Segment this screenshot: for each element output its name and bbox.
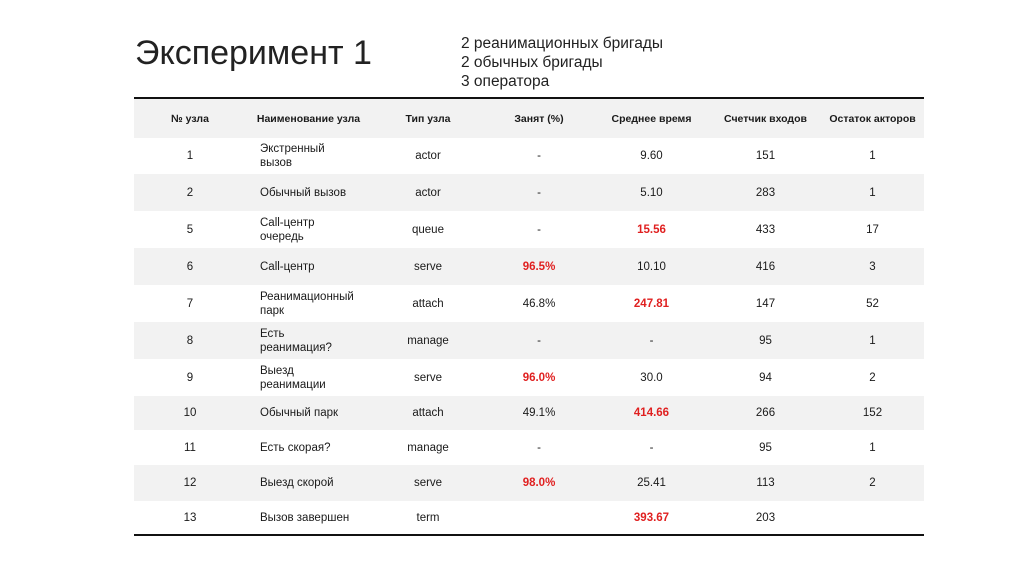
cell-node-name: Есть скорая? xyxy=(260,441,331,454)
cell-node-number: 9 xyxy=(186,371,194,384)
cell-node-type: queue xyxy=(412,223,444,236)
cell-node-number: 13 xyxy=(134,501,246,535)
cell-node-number: 1 xyxy=(186,150,194,162)
cell-busy: 98.0% xyxy=(522,477,556,489)
table-row xyxy=(134,285,924,322)
cell-entry-counter: 94 xyxy=(759,371,772,384)
header-node-number: № узла xyxy=(134,98,246,138)
cell-actors-left: 1 xyxy=(869,441,876,454)
cell-avg-time: - xyxy=(649,441,654,454)
header-busy: Занят (%) xyxy=(485,98,593,138)
table-row xyxy=(134,359,924,396)
cell-node-name: Реанимационный парк xyxy=(260,290,354,317)
cell-actors-left: 1 xyxy=(869,150,876,162)
cell-avg-time: 9.60 xyxy=(640,150,663,162)
cell-busy xyxy=(485,501,593,535)
cell-entry-counter: 203 xyxy=(710,501,821,535)
cell-node-name: Есть реанимация? xyxy=(260,327,332,354)
cell-node-name: Выезд скорой xyxy=(260,477,334,489)
cell-avg-time: 30.0 xyxy=(640,371,663,384)
cell-entry-counter: 95 xyxy=(759,441,772,454)
cell-node-number: 2 xyxy=(186,186,194,199)
cell-avg-time: 10.10 xyxy=(637,260,666,273)
table-row xyxy=(134,248,924,285)
cell-node-number: 12 xyxy=(183,477,197,489)
header-node-name: Наименование узла xyxy=(246,98,371,138)
cell-avg-time: 414.66 xyxy=(633,407,670,419)
cell-avg-time: 393.67 xyxy=(593,501,710,535)
cell-avg-time: 15.56 xyxy=(637,223,666,236)
results-table xyxy=(134,97,924,536)
cell-busy: 96.0% xyxy=(522,371,556,384)
cell-node-number: 8 xyxy=(186,334,194,347)
cell-node-type: serve xyxy=(413,371,443,384)
cell-node-type: actor xyxy=(415,186,441,199)
cell-entry-counter: 283 xyxy=(755,186,776,199)
cell-busy: - xyxy=(537,223,541,236)
cell-entry-counter: 147 xyxy=(755,297,776,310)
cell-actors-left: 2 xyxy=(869,477,876,489)
cell-entry-counter: 266 xyxy=(755,407,776,419)
table-row xyxy=(134,430,924,465)
cell-busy: - xyxy=(537,186,541,199)
experiment-description xyxy=(461,34,663,91)
cell-actors-left: 2 xyxy=(869,371,876,384)
cell-entry-counter: 151 xyxy=(755,150,776,162)
cell-avg-time: - xyxy=(649,334,654,347)
cell-busy: - xyxy=(537,150,541,162)
header-entry-counter: Счетчик входов xyxy=(710,98,821,138)
cell-node-number: 7 xyxy=(186,297,194,310)
cell-actors-left: 1 xyxy=(869,186,876,199)
cell-entry-counter: 95 xyxy=(759,334,772,347)
cell-node-name: Выезд реанимации xyxy=(260,364,326,391)
cell-busy: - xyxy=(537,334,541,347)
cell-node-name: Вызов завершен xyxy=(246,501,371,535)
cell-node-number: 5 xyxy=(186,223,194,236)
cell-avg-time: 25.41 xyxy=(637,477,666,489)
cell-node-type: manage xyxy=(407,441,449,454)
table-row xyxy=(134,501,924,535)
cell-entry-counter: 433 xyxy=(755,223,776,236)
cell-node-name: Обычный вызов xyxy=(260,186,347,199)
header-avg-time: Среднее время xyxy=(593,98,710,138)
cell-actors-left: 1 xyxy=(869,334,876,347)
table-row xyxy=(134,211,924,248)
cell-actors-left xyxy=(821,501,924,535)
table-row xyxy=(134,322,924,359)
cell-node-number: 6 xyxy=(186,260,194,273)
cell-node-name: Call-центр xyxy=(260,260,315,273)
subtitle-line-1: 2 реанимационных бригады xyxy=(461,35,664,52)
cell-busy: - xyxy=(537,441,541,454)
cell-entry-counter: 113 xyxy=(756,477,775,489)
cell-node-number: 10 xyxy=(183,407,197,419)
cell-node-type: attach xyxy=(412,407,444,419)
table-row xyxy=(134,465,924,501)
cell-node-type: serve xyxy=(413,477,443,489)
cell-node-type: actor xyxy=(415,150,441,162)
header-actors-left: Остаток акторов xyxy=(821,98,924,138)
cell-node-type: term xyxy=(371,501,485,535)
header-node-type: Тип узла xyxy=(371,98,485,138)
cell-avg-time: 247.81 xyxy=(633,297,670,310)
cell-node-name: Экстренный вызов xyxy=(260,143,325,169)
cell-entry-counter: 416 xyxy=(755,260,776,273)
cell-actors-left: 152 xyxy=(862,407,883,419)
cell-node-type: serve xyxy=(413,260,443,273)
cell-actors-left: 17 xyxy=(866,223,879,236)
page-title: Эксперимент 1 xyxy=(135,34,372,72)
cell-busy: 49.1% xyxy=(522,407,556,419)
cell-node-number: 11 xyxy=(184,441,196,454)
subtitle-line-2: 2 обычных бригады xyxy=(461,54,603,71)
subtitle-line-3: 3 оператора xyxy=(461,73,550,90)
cell-actors-left: 3 xyxy=(869,260,876,273)
cell-node-name: Обычный парк xyxy=(260,407,339,419)
table-header-row xyxy=(134,98,924,138)
cell-avg-time: 5.10 xyxy=(640,186,663,199)
cell-node-type: attach xyxy=(412,297,444,310)
table-row xyxy=(134,174,924,211)
table-row xyxy=(134,138,924,174)
cell-actors-left: 52 xyxy=(866,297,879,310)
cell-node-name: Call-центр очередь xyxy=(260,216,315,243)
cell-busy: 46.8% xyxy=(522,297,556,310)
cell-node-type: manage xyxy=(407,334,449,347)
cell-busy: 96.5% xyxy=(522,260,556,273)
table-row xyxy=(134,396,924,430)
